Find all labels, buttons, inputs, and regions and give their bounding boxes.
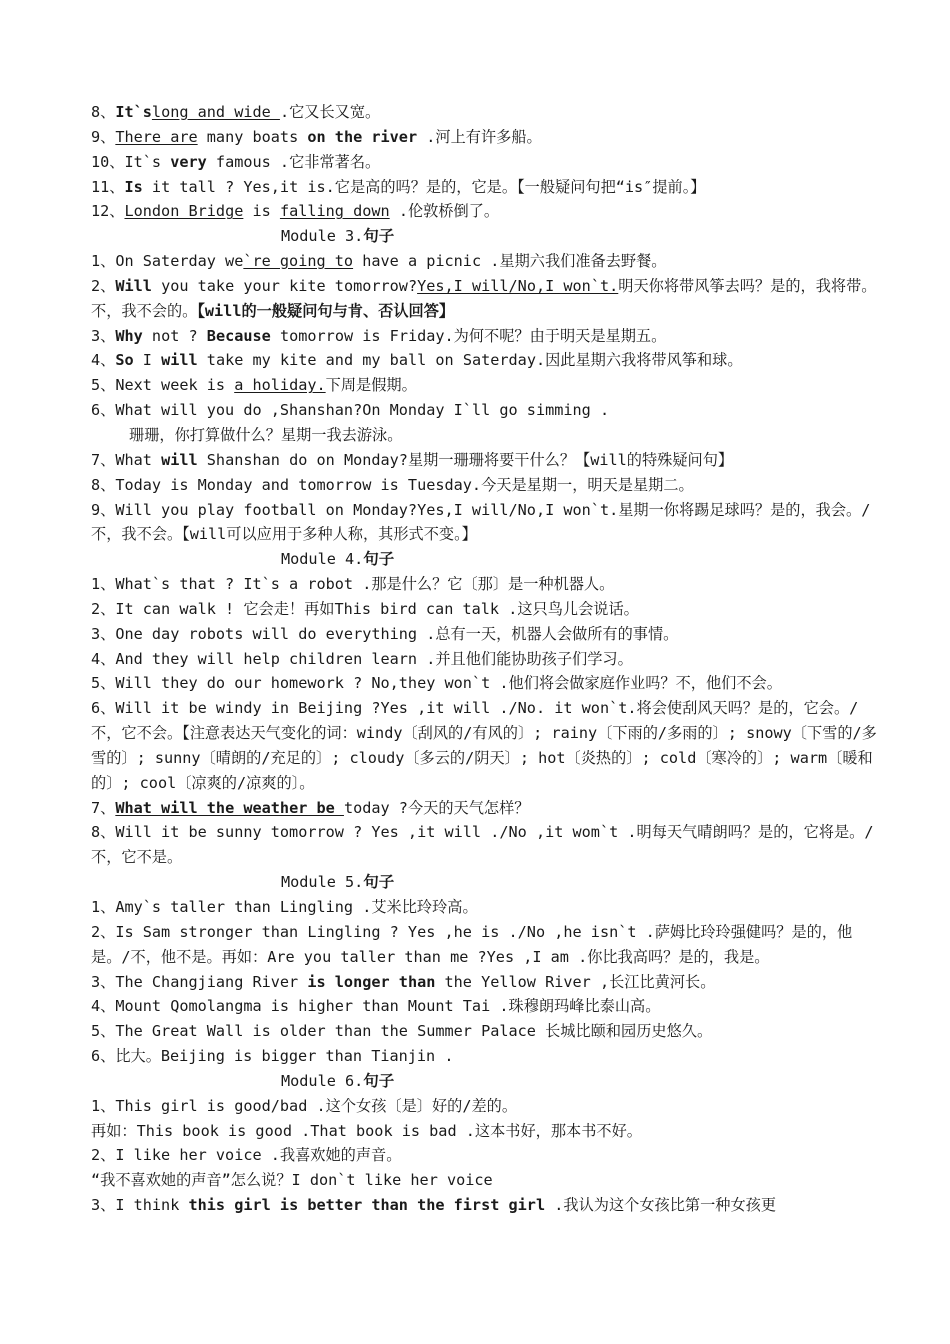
text-run: So xyxy=(115,351,134,370)
text-run: There are xyxy=(115,127,198,146)
sentence-line xyxy=(91,1143,881,1168)
text-run: 8、 xyxy=(91,103,116,121)
sentence-line xyxy=(91,920,881,970)
text-run: 珊珊，你打算做什么？星期一我去游泳。 xyxy=(129,425,403,444)
text-run: Module 5. xyxy=(281,873,364,892)
sentence-line xyxy=(91,150,881,175)
sentence-line xyxy=(91,895,881,920)
text-run: 5、Will they do our homework ? No,they won`t .他们将会做家庭作业吗？不，他们不会。 xyxy=(91,674,782,693)
text-run: 8、Will it be sunny tomorrow ? Yes ,it will ./No ,it wom`t .明每天气晴朗吗？是的，它将是。/不，它不是。 xyxy=(91,823,874,867)
text-run: long and wide xyxy=(151,103,280,121)
text-run: 1、This girl is good/bad .这个女孩〔是〕好的/差的。 xyxy=(91,1096,518,1115)
sentence-line xyxy=(91,398,881,423)
text-run: 6、Will it be windy in Beijing ?Yes ,it will ./No. it won`t.将会使刮风天吗？是的，它会。/不，它不会。【注意表达天气变化的词：windy〔刮风的/有风的〕; rainy〔下雨的/多雨的〕; snowy〔下雪的/多雪的〕; sunny〔晴朗的/充足的〕; cloudy〔多云的/阴天〕; hot〔炎热的〕; cold〔寒冷的〕; warm〔暖和的〕; cool〔凉爽的/凉爽的〕。 xyxy=(91,699,877,792)
sentence-line xyxy=(91,1193,881,1218)
text-run: very xyxy=(170,152,207,171)
sentence-line xyxy=(91,324,881,349)
text-run: 2、Is Sam stronger than Lingling ? Yes ,he is ./No ,he isn`t .萨姆比玲玲强健吗？是的，他是。/不，他不是。再如：Are you taller than me ?Yes ,I am .你比我高吗？是的，我是。 xyxy=(91,922,853,966)
text-run: 9、 xyxy=(91,127,116,146)
text-run: 7、What xyxy=(91,450,162,469)
sentence-line xyxy=(91,348,881,373)
text-run: Module 4. xyxy=(281,550,364,569)
text-run: 4、And they will help children learn .并且他们能协助孩子们学习。 xyxy=(91,649,633,668)
text-run: 9、Will you play football on Monday?Yes,I will/No,I won`t.星期一你将踢足球吗？是的，我会。/不，我不会。【will可以应用于多种人称，其形式不变。】 xyxy=(91,500,871,544)
text-run: many boats xyxy=(197,127,308,146)
text-run: 6、What will you do ,Shanshan?On Monday I`ll go simming . xyxy=(91,401,610,420)
text-run: It`s xyxy=(115,103,152,121)
text-run: `re going to xyxy=(243,252,354,271)
module-heading xyxy=(91,547,881,572)
sentence-line xyxy=(91,100,881,125)
sentence-line xyxy=(91,1019,881,1044)
sentence-line xyxy=(91,1044,881,1069)
text-run: London Bridge xyxy=(124,202,244,221)
text-run: 1、What`s that ? It`s a robot .那是什么？它〔那〕是一种机器人。 xyxy=(91,575,615,594)
text-run: 2、 xyxy=(91,276,116,295)
text-run: will xyxy=(161,351,198,370)
text-run: Is xyxy=(124,177,143,196)
sentence-line xyxy=(91,423,881,448)
text-run: 句子 xyxy=(363,873,395,892)
sentence-line xyxy=(91,647,881,672)
sentence-line xyxy=(91,1119,881,1144)
text-run: What will the weather be xyxy=(115,798,344,817)
text-run: Yes,I will/No,I won`t. xyxy=(417,276,619,295)
text-run: 句子 xyxy=(363,1071,395,1090)
text-run: 1、On Saterday we xyxy=(91,252,244,271)
text-run: 下周是假期。 xyxy=(325,376,417,395)
text-run: a holiday. xyxy=(234,376,326,395)
sentence-line xyxy=(91,498,881,548)
text-run: 11、 xyxy=(91,177,125,196)
document-body xyxy=(91,100,881,1218)
sentence-line xyxy=(91,622,881,647)
sentence-line xyxy=(91,274,881,324)
text-run: 12、 xyxy=(91,202,125,221)
sentence-line xyxy=(91,199,881,224)
text-run: 5、Next week is xyxy=(91,376,235,395)
text-run: Because xyxy=(206,326,271,345)
sentence-line xyxy=(91,249,881,274)
text-run: not ? xyxy=(142,326,207,345)
text-run: 句子 xyxy=(363,227,395,246)
text-run: 6、比大。Beijing is bigger than Tianjin . xyxy=(91,1047,454,1066)
text-run: this girl is better than the first girl xyxy=(188,1196,546,1215)
sentence-line xyxy=(91,373,881,398)
text-run: 【will的一般疑问句与肯、否认回答】 xyxy=(197,301,455,320)
text-run: I xyxy=(133,351,162,370)
text-run: .伦敦桥倒了。 xyxy=(389,202,500,221)
text-run: Why xyxy=(115,326,143,345)
sentence-line xyxy=(91,125,881,150)
text-run: falling down xyxy=(279,202,390,221)
text-run: you take your kite tomorrow? xyxy=(151,276,418,295)
text-run: Module 3. xyxy=(281,227,364,246)
sentence-line xyxy=(91,1168,881,1193)
text-run: famous .它非常著名。 xyxy=(206,152,381,171)
text-run: 再如：This book is good .That book is bad .这本书好，那本书不好。 xyxy=(91,1121,642,1140)
sentence-line xyxy=(91,175,881,200)
module-heading xyxy=(91,224,881,249)
text-run: Shanshan do on Monday?星期一珊珊将要干什么？【will的特殊疑问句】 xyxy=(197,450,734,469)
text-run: the Yellow River ,长江比黄河长。 xyxy=(435,972,716,991)
sentence-line xyxy=(91,994,881,1019)
sentence-line xyxy=(91,572,881,597)
sentence-line xyxy=(91,696,881,795)
text-run: 10、It`s xyxy=(91,152,171,171)
text-run: 7、 xyxy=(91,798,116,817)
text-run: take my kite and my ball on Saterday.因此星期六我将带风筝和球。 xyxy=(197,351,743,370)
text-run: on the river xyxy=(307,127,418,146)
module-heading xyxy=(91,870,881,895)
text-run: 明天你将带风筝去吗？是的，我将带。不，我不会的。 xyxy=(91,276,877,320)
sentence-line xyxy=(91,796,881,821)
text-run: 3、I think xyxy=(91,1196,189,1215)
text-run: Will xyxy=(115,276,152,295)
text-run: it tall ? Yes,it is.它是高的吗？是的，它是。【一般疑问句把“is″提前。】 xyxy=(142,177,706,196)
text-run: 8、Today is Monday and tomorrow is Tuesday.今天是星期一，明天是星期二。 xyxy=(91,475,694,494)
text-run: 3、The Changjiang River xyxy=(91,972,308,991)
text-run: 1、Amy`s taller than Lingling .艾米比玲玲高。 xyxy=(91,898,478,916)
text-run: 5、The Great Wall is older than the Summer Palace 长城比颐和园历史悠久。 xyxy=(91,1022,713,1041)
text-run: 3、 xyxy=(91,326,116,345)
sentence-line xyxy=(91,970,881,995)
text-run: 4、Mount Qomolangma is higher than Mount Tai .珠穆朗玛峰比泰山高。 xyxy=(91,997,661,1016)
text-run: 2、It can walk ! 它会走！再如This bird can talk .这只鸟儿会说话。 xyxy=(91,599,639,618)
text-run: 2、I like her voice .我喜欢她的声音。 xyxy=(91,1146,402,1165)
text-run: “我不喜欢她的声音”怎么说？I don`t like her voice xyxy=(91,1171,493,1190)
text-run: .我认为这个女孩比第一种女孩更 xyxy=(545,1196,777,1215)
module-heading xyxy=(91,1069,881,1094)
text-run: is longer than xyxy=(307,972,436,991)
text-run: today ?今天的天气怎样？ xyxy=(343,798,530,817)
text-run: 4、 xyxy=(91,351,116,370)
text-run: 句子 xyxy=(363,550,395,569)
sentence-line xyxy=(91,671,881,696)
text-run: have a picnic .星期六我们准备去野餐。 xyxy=(353,252,667,271)
sentence-line xyxy=(91,597,881,622)
text-run: is xyxy=(243,202,280,221)
sentence-line xyxy=(91,820,881,870)
text-run: .它又长又宽。 xyxy=(279,103,381,121)
text-run: 3、One day robots will do everything .总有一天，机器人会做所有的事情。 xyxy=(91,624,679,643)
text-run: Module 6. xyxy=(281,1071,364,1090)
text-run: .河上有许多船。 xyxy=(417,127,542,146)
text-run: tomorrow is Friday.为何不呢？由于明天是星期五。 xyxy=(270,326,667,345)
text-run: will xyxy=(161,450,198,469)
sentence-line xyxy=(91,473,881,498)
sentence-line xyxy=(91,1094,881,1119)
sentence-line xyxy=(91,448,881,473)
